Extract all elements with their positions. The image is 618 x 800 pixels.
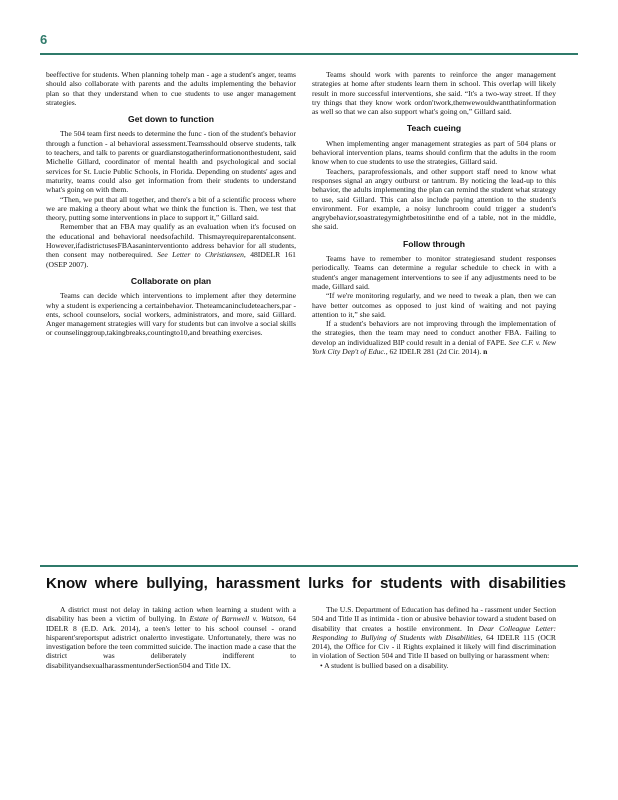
headline-word: bullying,: [146, 575, 208, 592]
article-headline: [46, 575, 566, 592]
case-citation: See C.F. v. New York City Dep't of Educ.: [312, 337, 556, 357]
paragraph: “Then, we put that all together, and there's a bit of a scientific process where we are making a theory about what we think the function is. Then, we test that theory, putting some interventions in place to support it,” Gillard said.: [46, 194, 296, 223]
paragraph-text: Remember that an FBA may qualify as an evaluation when it's focused on the educational and behavioral needsofachild. Thismayrequireparentalconsent. However,ifadistrictusesFBAasaninterventionto address behavior for all students, then consent may notberequired.: [46, 222, 296, 260]
paragraph: beeffective for students. When planning tohelp man - age a student's anger, teams should also collaborate with parents and the adults implementing the behavior plan so that they understand when to cue students to use anger management strategies.: [46, 70, 296, 107]
page-number: 6: [40, 32, 48, 47]
article-column-left: [46, 70, 296, 338]
paragraph: Teams have to remember to monitor strategiesand student responses periodically. Teams can determine a regular schedule to check in with a student's anger management interventions to see if any adjustments need to be made, Gillard said.: [312, 254, 556, 291]
paragraph: Teachers, paraprofessionals, and other support staff need to know what responses signal an angry outburst or tantrum. By noticing the lead-up to this behavior, the adults implementing the plan can remind the student what strategy to use, said Gillard. This can also include paying attention to the student's environment. For example, a noisy lunchroom could trigger a student's angrybehavior,soastrategymightbetositinthe end of a table, not in the middle, she said.: [312, 166, 556, 232]
paragraph-text: If a student's behaviors are not improving through the implementation of the strategies, then the team may need to conduct another FBA. Failing to develop an individualized BIP could result in a denial of FAPE.: [312, 319, 556, 347]
citation-detail: , 48IDELR 161 (OSEP 2007).: [46, 250, 296, 269]
paragraph: Teams can decide which interventions to implement after they determine why a student is experiencing a certainbehavior. Theteamcanincludeteachers,par - ents, school counselors, social workers, administrators, and more, said Gillard. Anger management strategies will vary for students but can involve a social skills or counselinggroup,takingbreaks,countingto10,and breathing exercises.: [46, 291, 296, 338]
paragraph: When implementing anger management strategies as part of 504 plans or behavioral intervention plans, teams should confirm that the adults in the room know when to cue students to use the strategies, Gillard said.: [312, 138, 556, 167]
end-mark: n: [483, 347, 488, 357]
bullet-item: [312, 661, 556, 670]
paragraph: The 504 team first needs to determine the func - tion of the student's behavior through a function - al behavioral assessment.Teamsshould observe students, talk to teachers, and talk to parents or guardianstogatherinformationonthestudent, said Michelle Gillard, coordinator of mental health and psychological and social services for St. Lucie Public Schools, in Florida. Depending on students' ages and maturity, teams could also get information from their students to understand what's going on with them.: [46, 129, 296, 195]
article-column-bottom-right: [312, 605, 556, 670]
case-citation: Estate of Barnwell v. Watson: [189, 614, 283, 624]
paragraph: [46, 605, 296, 670]
article-column-bottom-left: [46, 605, 296, 670]
paragraph: [312, 605, 556, 661]
paragraph-text: , 64 IDELR 115 (OCR 2014), the Office for Civ - il Rights explained it likely will find discrimination in violation of Section 504 and Title II based on bullying or harassment when:: [312, 632, 556, 661]
section-heading: Follow through: [402, 238, 466, 249]
bullet-text: A student is bullied based on a disability.: [324, 660, 449, 670]
headline-word: harassment: [215, 575, 301, 592]
paragraph: “If we're monitoring regularly, and we need to tweak a plan, then we can have better outcomes as opposed to just kind of waiting and not paying attention to it,” she said.: [312, 291, 556, 319]
headline-word: with: [450, 575, 481, 592]
headline-word: for: [351, 575, 372, 592]
headline-word: Know: [46, 575, 87, 592]
citation-detail: , 62 IDELR 281 (2d Cir. 2014).: [385, 347, 482, 357]
section-heading: Collaborate on plan: [130, 275, 212, 286]
paragraph-text: The U.S. Department of Education has defined ha - rassment under Section 504 and Title II as intimida - tion or abusive behavior toward a student based on disability that creates a hostile environment. In: [312, 605, 556, 633]
headline-word: lurks: [308, 575, 344, 592]
article-column-right: [312, 70, 556, 356]
section-heading: Teach cueing: [406, 123, 462, 134]
headline-word: students: [379, 575, 443, 592]
headline-word: disabilities: [488, 575, 566, 592]
section-heading: Get down to function: [128, 114, 214, 125]
case-citation: See Letter to Christiansen: [157, 250, 244, 260]
bullet-icon: •: [320, 660, 323, 670]
paragraph: Teams should work with parents to reinforce the anger management strategies at home after students learn them in school. This overlap will likely result in more successful interventions, she said. “It's a two-way street. If they try things that they know work ordon'twork,thenwewouldwantthatinformation as well so that we can also support what's going on,” Gillard said.: [312, 70, 556, 117]
headline-word: where: [94, 575, 139, 592]
paragraph-text: A district must not delay in taking action when learning a student with a disability has been a victim of bullying. In: [46, 605, 296, 624]
section-divider: [40, 565, 578, 567]
paragraph: [312, 319, 556, 356]
top-divider: [40, 53, 578, 55]
paragraph: [46, 222, 296, 268]
paragraph-text: , 64 IDELR 8 (E.D. Ark. 2014), a teen's letter to his school counsel - orand hisparent'sreportsput adistrict onalertto investigate. Unfortunately, there was no investigation before the teen committed suicide. The inaction made a case that the district was deliberately indifferent to disabilityandsexualharassmentunderSection504 and Title IX.: [46, 614, 296, 670]
case-citation: Dear Colleague Letter: Responding to Bullying of Students with Disabilities: [312, 623, 556, 642]
